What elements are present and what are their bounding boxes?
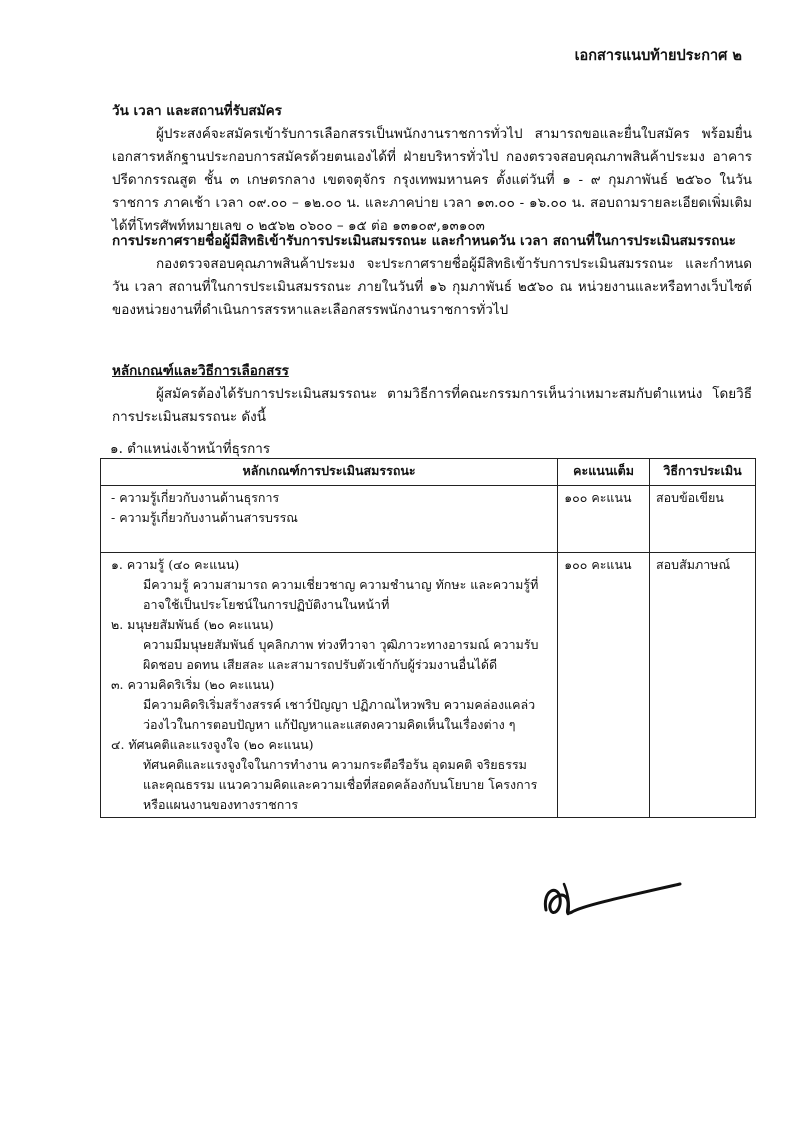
- criteria-heading: หลักเกณฑ์และวิธีการเลือกสรร: [112, 363, 289, 379]
- criterion-desc: ความมีมนุษยสัมพันธ์ บุคลิกภาพ ท่วงทีวาจา วุฒิภาวะทางอารมณ์ ความรับผิดชอบ อดทน เสียสละ และสามารถปรับตัวเข้ากับผู้ร่วมงานอื่นได้ดี: [143, 637, 539, 672]
- written-method: สอบข้อเขียน: [650, 486, 756, 553]
- criteria-section: [112, 360, 752, 429]
- criterion-title: ๓. ความคิดริเริ่ม (๒๐ คะแนน): [111, 677, 275, 692]
- header-criteria: หลักเกณฑ์การประเมินสมรรถนะ: [101, 459, 558, 486]
- schedule-body: ผู้ประสงค์จะสมัครเข้ารับการเลือกสรรเป็นพนักงานราชการทั่วไป สามารถขอและยื่นใบสมัคร พร้อมยื่นเอกสารหลักฐานประกอบการสมัครด้วยตนเองได้ที่ ฝ่ายบริหารทั่วไป กองตรวจสอบคุณภาพสินค้าประมง อาคารปรีดากรรณสูต ชั้น ๓ เกษตรกลาง เขตจตุจักร กรุงเทพมหานคร ตั้งแต่วันที่ ๑ - ๙ กุมภาพันธ์ ๒๕๖๐ ในวันราชการ ภาคเช้า เวลา ๐๙.๐๐ – ๑๒.๐๐ น. และภาคบ่าย เวลา ๑๓.๐๐ - ๑๖.๐๐ น. สอบถามรายละเอียดเพิ่มเติมได้ที่โทรศัพท์หมายเลข ๐ ๒๕๖๒ ๐๖๐๐ – ๑๕ ต่อ ๑๓๑๐๙,๑๓๑๐๓: [112, 126, 752, 234]
- header-method: วิธีการประเมิน: [650, 459, 756, 486]
- criteria-table: [100, 458, 756, 818]
- table-row-written: [101, 486, 756, 553]
- criterion-desc: มีความคิดริเริ่มสร้างสรรค์ เชาว์ปัญญา ปฏิภาณไหวพริบ ความคล่องแคล่วว่องไวในการตอบปัญหา แก้ปัญหาและแสดงความคิดเห็นในเรื่องต่าง ๆ: [143, 697, 536, 732]
- interview-method: สอบสัมภาษณ์: [650, 553, 756, 818]
- criterion-desc: มีความรู้ ความสามารถ ความเชี่ยวชาญ ความชำนาญ ทักษะ และความรู้ที่อาจใช้เป็นประโยชน์ในการปฏิบัติงานในหน้าที่: [143, 577, 539, 612]
- written-item: - ความรู้เกี่ยวกับงานด้านธุรการ: [111, 490, 280, 505]
- interview-score: ๑๐๐ คะแนน: [558, 553, 650, 818]
- handwritten-signature: [538, 870, 688, 930]
- announcement-body: กองตรวจสอบคุณภาพสินค้าประมง จะประกาศรายชื่อผู้มีสิทธิเข้ารับการประเมินสมรรถนะ และกำหนดวัน เวลา สถานที่ในการประเมินสมรรถนะ ภายในวันที่ ๑๖ กุมภาพันธ์ ๒๕๖๐ ณ หน่วยงานและหรือทางเว็บไซต์ของหน่วยงานที่ดำเนินการสรรหาและเลือกสรรพนักงานราชการทั่วไป: [112, 256, 752, 318]
- table-row-interview: [101, 553, 756, 818]
- interview-criteria-cell: [101, 553, 558, 818]
- criterion-title: ๔. ทัศนคติและแรงจูงใจ (๒๐ คะแนน): [111, 737, 314, 752]
- schedule-heading: วัน เวลา และสถานที่รับสมัคร: [112, 103, 282, 119]
- announcement-heading: การประกาศรายชื่อผู้มีสิทธิเข้ารับการประเมินสมรรถนะ และกำหนดวัน เวลา สถานที่ในการประเมินสมรรถนะ: [112, 233, 736, 249]
- criteria-body: ผู้สมัครต้องได้รับการประเมินสมรรถนะ ตามวิธีการที่คณะกรรมการเห็นว่าเหมาะสมกับตำแหน่ง โดยวิธีการประเมินสมรรถนะ ดังนี้: [112, 386, 752, 425]
- header-score: คะแนนเต็ม: [558, 459, 650, 486]
- attachment-label: เอกสารแนบท้ายประกาศ ๒: [574, 47, 742, 64]
- announcement-section: [112, 230, 752, 322]
- criterion-title: ๒. มนุษยสัมพันธ์ (๒๐ คะแนน): [111, 617, 274, 632]
- written-criteria-cell: [101, 486, 558, 553]
- written-score: ๑๐๐ คะแนน: [558, 486, 650, 553]
- criterion-title: ๑. ความรู้ (๔๐ คะแนน): [111, 557, 240, 572]
- table-header-row: [101, 459, 756, 486]
- criterion-desc: ทัศนคติและแรงจูงใจในการทำงาน ความกระตือรือร้น อุดมคติ จริยธรรมและคุณธรรม แนวความคิดและความเชื่อที่สอดคล้องกับนโยบาย โครงการหรือแผนงานของทางราชการ: [143, 757, 538, 812]
- written-item: - ความรู้เกี่ยวกับงานด้านสารบรรณ: [111, 510, 298, 525]
- position-label: ๑. ตำแหน่งเจ้าหน้าที่ธุรการ: [110, 441, 271, 457]
- schedule-section: [112, 100, 752, 238]
